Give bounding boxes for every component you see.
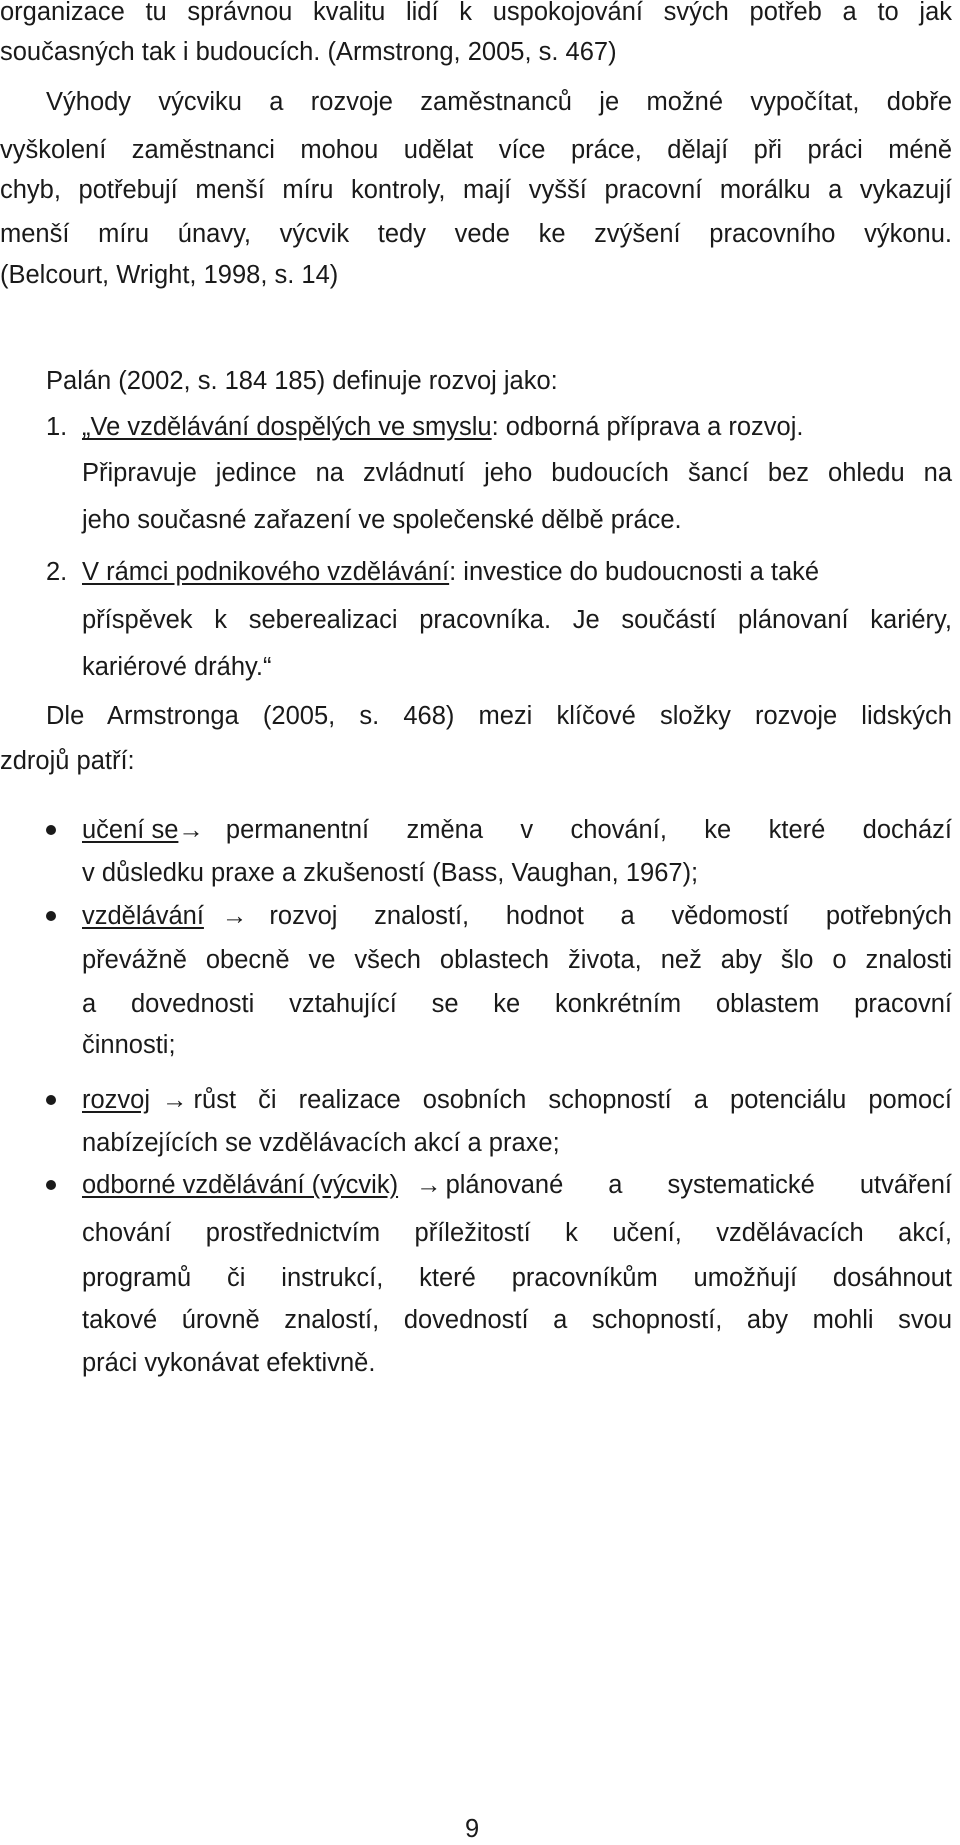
arrow-icon: → [416, 1171, 442, 1199]
arrow-icon: → [162, 1086, 188, 1114]
paragraph-line: Výhody výcviku a rozvoje zaměstnanců je možné vypočítat, dobře [46, 88, 952, 116]
definition-text: : investice do budoucnosti a také [449, 558, 820, 586]
bullet-line: nabízejících se vzdělávacích akcí a praxe; [82, 1129, 560, 1157]
bullet-term: odborné vzdělávání (výcvik) [82, 1171, 399, 1199]
definition-text: : odborná příprava a rozvoj. [491, 413, 804, 441]
bullet-text: rozvoj znalostí, hodnot a vědomostí potřebných [269, 902, 952, 930]
bullet-line: programů či instrukcí, které pracovníkům umožňují dosáhnout [82, 1264, 952, 1292]
palan-intro: Palán (2002, s. 184 185) definuje rozvoj jako: [46, 367, 558, 395]
list-number: 2. [46, 558, 68, 586]
paragraph-line: zdrojů patří: [0, 747, 135, 775]
bullet-first-line [82, 815, 952, 845]
bullet-line: převážně obecně ve všech oblastech života, než aby šlo o znalosti [82, 946, 952, 974]
bullet-first-line [82, 1170, 952, 1200]
list-item-line: příspěvek k seberealizaci pracovníka. Je součástí plánovaní kariéry, [82, 606, 952, 634]
paragraph-line: současných tak i budoucích. (Armstrong, 2005, s. 467) [0, 38, 617, 66]
bullet-term: učení se [82, 816, 179, 844]
list-number: 1. [46, 413, 68, 441]
defined-term: „Ve vzdělávání dospělých ve smyslu [82, 413, 492, 441]
bullet-text: permanentní změna v chování, ke které dochází [225, 816, 952, 844]
bullet-marker [46, 911, 56, 921]
arrow-icon: → [221, 902, 248, 930]
bullet-text: plánované a systematické utváření [445, 1171, 952, 1199]
paragraph-line: menší míru únavy, výcvik tedy vede ke zvýšení pracovního výkonu. [0, 220, 952, 248]
bullet-term: rozvoj [82, 1086, 151, 1114]
bullet-line: v důsledku praxe a zkušeností (Bass, Vaughan, 1967); [82, 859, 699, 887]
paragraph-line: Dle Armstronga (2005, s. 468) mezi klíčové složky rozvoje lidských [46, 702, 952, 730]
bullet-first-line [82, 1085, 952, 1115]
list-item-first-line [82, 557, 819, 587]
defined-term: V rámci podnikového vzdělávání [82, 558, 450, 586]
list-item-line: kariérové dráhy.“ [82, 653, 272, 681]
list-item-line: jeho současné zařazení ve společenské dělbě práce. [82, 506, 682, 534]
list-item-first-line [82, 412, 803, 442]
bullet-marker [46, 825, 56, 835]
bullet-line: takové úrovně znalostí, dovedností a schopností, aby mohli svou [82, 1306, 952, 1334]
bullet-line: práci vykonávat efektivně. [82, 1349, 376, 1377]
paragraph-line: vyškolení zaměstnanci mohou udělat více práce, dělají při práci méně [0, 136, 952, 164]
bullet-line: a dovednosti vztahující se ke konkrétním oblastem pracovní [82, 990, 952, 1018]
bullet-term: vzdělávání [82, 902, 204, 930]
arrow-icon: → [178, 816, 204, 844]
list-item-line: Připravuje jedince na zvládnutí jeho budoucích šancí bez ohledu na [82, 459, 952, 487]
paragraph-line: organizace tu správnou kvalitu lidí k uspokojování svých potřeb a to jak [0, 0, 952, 26]
paragraph-line: chyb, potřebují menší míru kontroly, mají vyšší pracovní morálku a vykazují [0, 176, 952, 204]
page-number: 9 [465, 1815, 480, 1843]
bullet-marker [46, 1180, 56, 1190]
bullet-first-line [82, 901, 952, 931]
paragraph-line: (Belcourt, Wright, 1998, s. 14) [0, 261, 339, 289]
bullet-marker [46, 1095, 56, 1105]
bullet-text: růst či realizace osobních schopností a potenciálu pomocí [193, 1086, 952, 1114]
bullet-line: činnosti; [82, 1031, 176, 1059]
bullet-line: chování prostřednictvím příležitostí k učení, vzdělávacích akcí, [82, 1219, 952, 1247]
